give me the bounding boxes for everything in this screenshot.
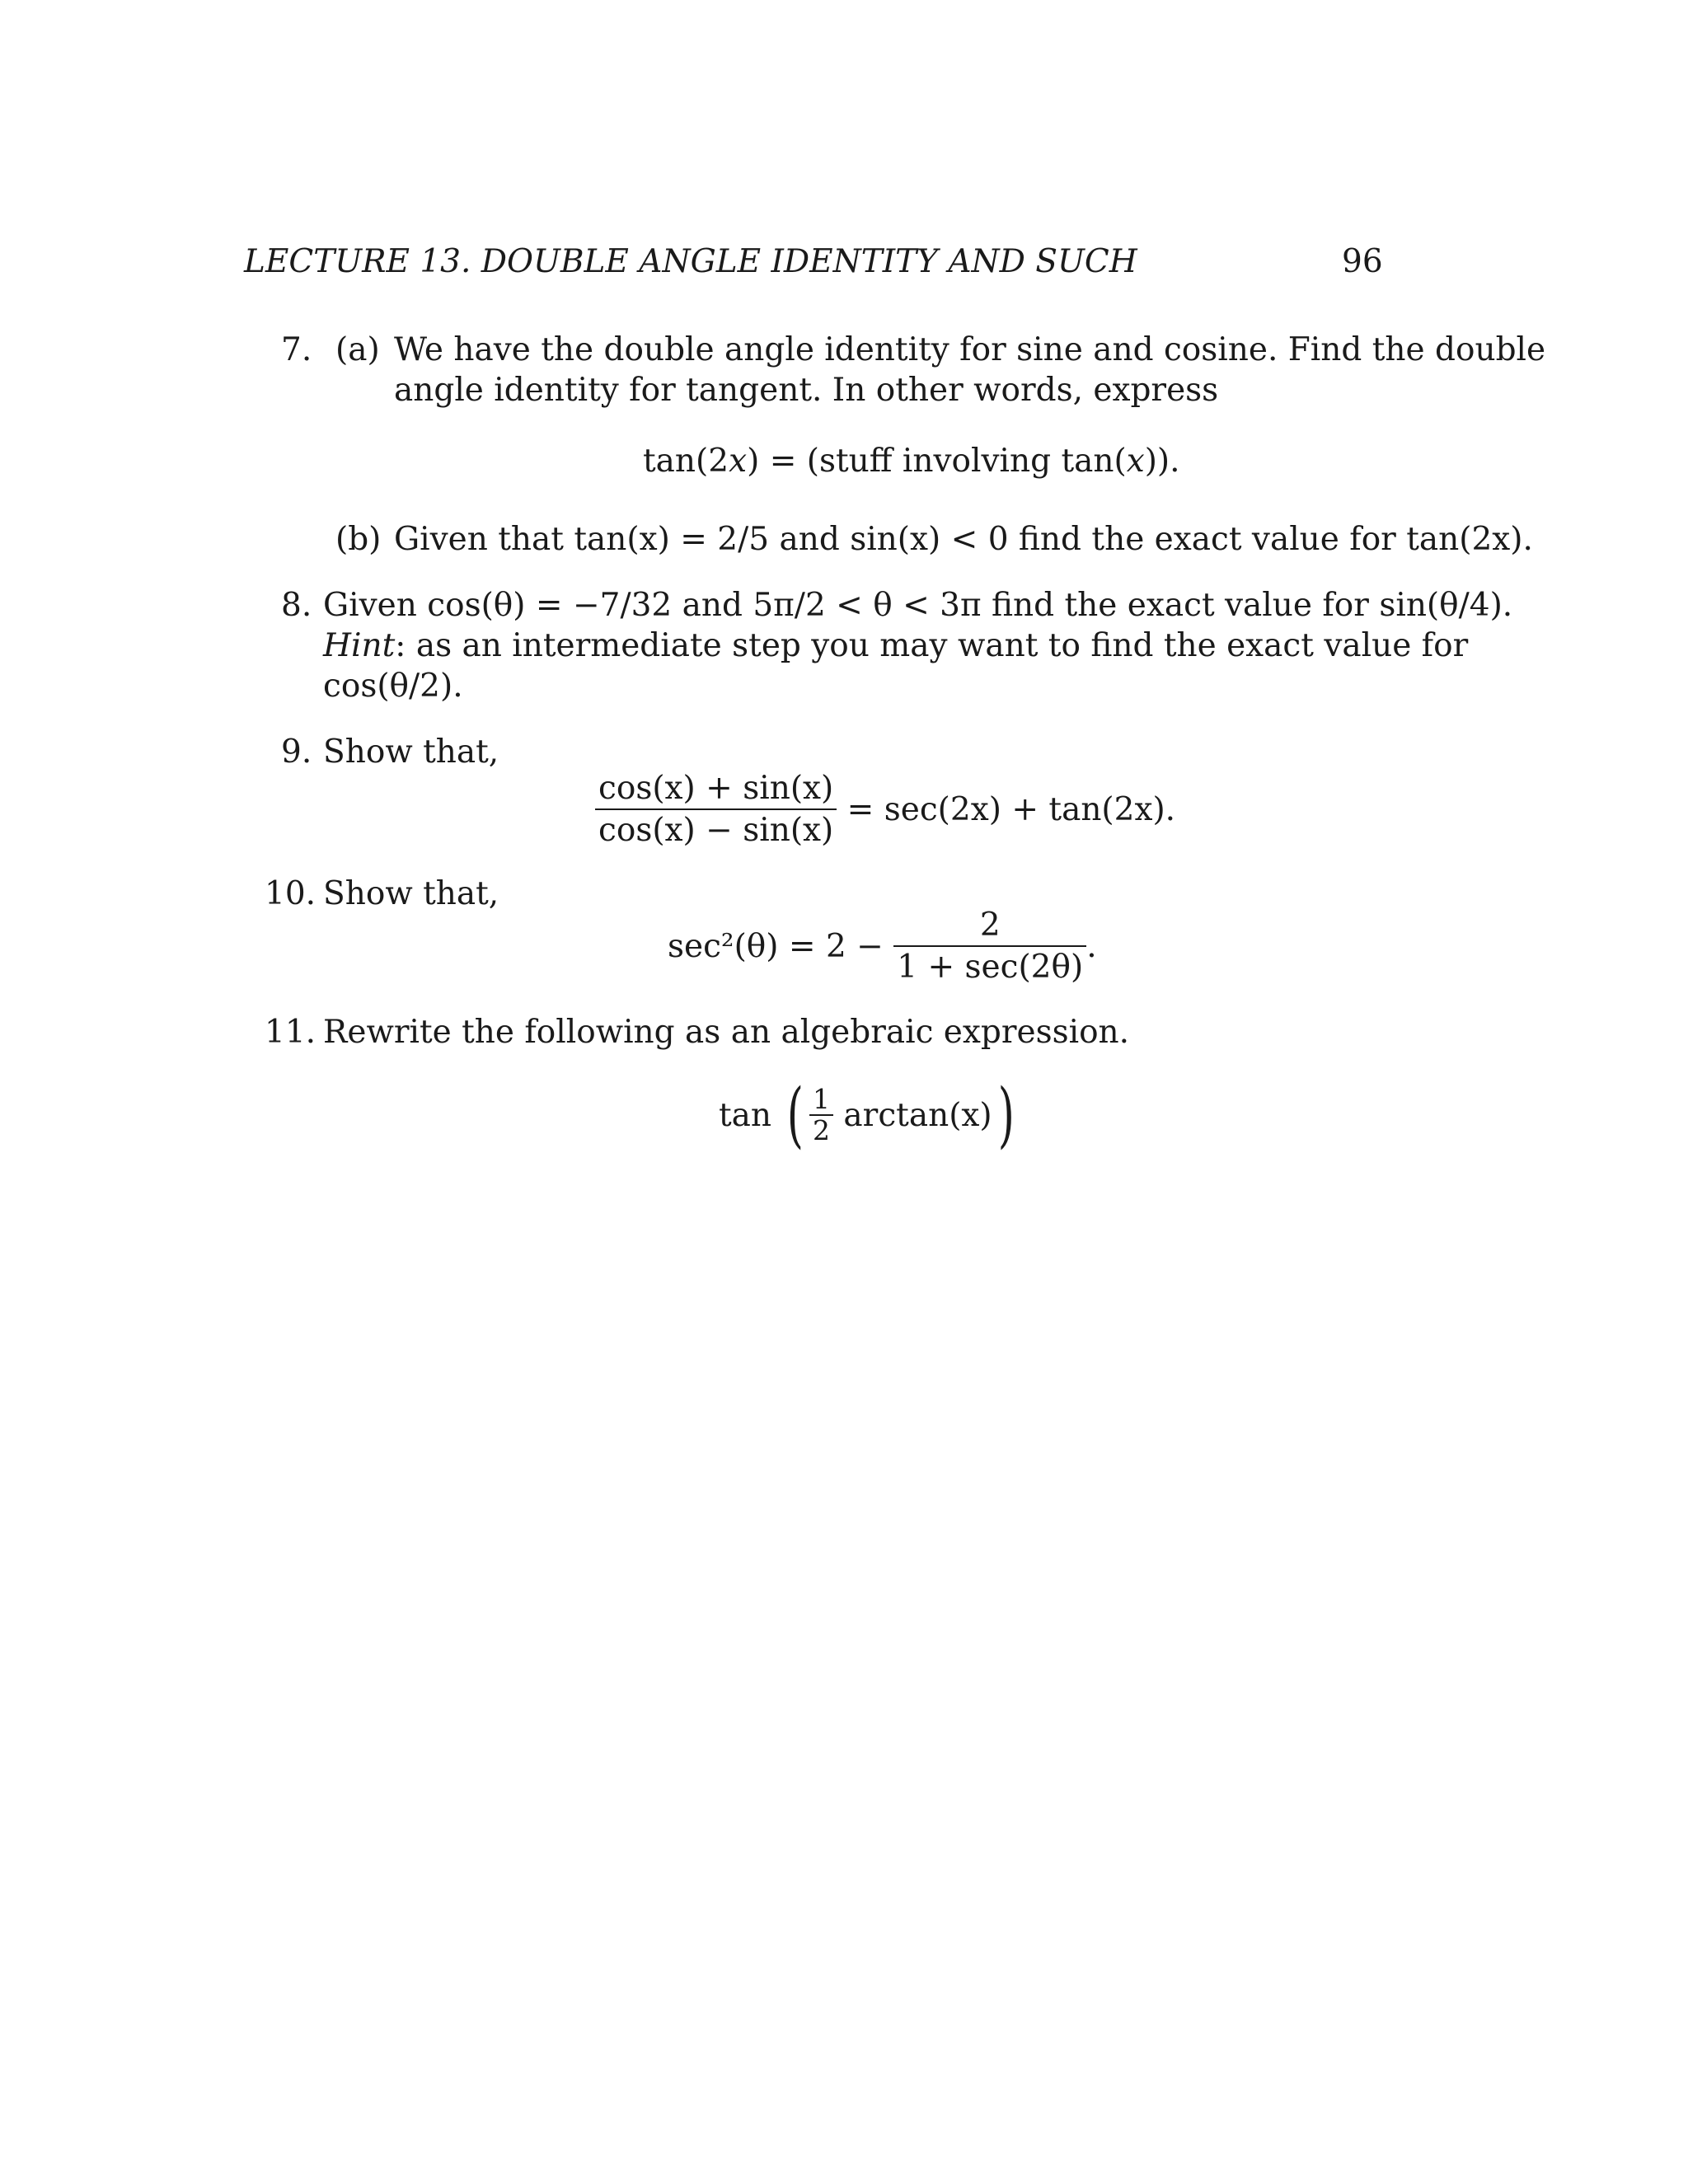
problem-7b-text: Given that tan(x) = 2/5 and sin(x) < 0 find the exact value for tan(2x). — [394, 521, 1533, 558]
problem-number-9: 9. — [281, 733, 312, 771]
problem-9-equation — [595, 768, 1175, 851]
fraction-9 — [595, 768, 837, 851]
eq-7a-rhs: ) = (stuff involving tan( — [747, 443, 1127, 480]
problem-7a-line2: angle identity for tangent. In other words, express — [394, 372, 1219, 409]
problem-7a-equation — [643, 441, 1180, 481]
problem-9-text: Show that, — [323, 733, 499, 771]
eq-7a-end: )). — [1144, 443, 1180, 480]
problem-10-equation — [668, 905, 1097, 987]
fraction-10-denominator: 1 + sec(2θ) — [897, 949, 1084, 986]
problem-7a-line1: We have the double angle identity for sine and cosine. Find the double — [394, 331, 1546, 368]
problem-number-10: 10. — [265, 875, 316, 912]
problem-11-expression — [719, 1074, 1020, 1156]
left-paren: ( — [787, 1074, 804, 1156]
eq-7a-var: x — [729, 443, 748, 480]
problem-10-end: . — [1086, 927, 1097, 965]
part-label-7b: (b) — [335, 521, 382, 558]
problem-10-lhs: sec²(θ) = 2 − — [668, 927, 884, 965]
problem-8-line2 — [323, 626, 1468, 666]
eq-7a-var2: x — [1126, 443, 1145, 480]
problem-11-fn: tan — [719, 1096, 772, 1134]
problem-11-arg: arctan(x) — [843, 1096, 992, 1134]
fraction-9-denominator: cos(x) − sin(x) — [598, 812, 834, 849]
problem-9-rhs: = sec(2x) + tan(2x). — [846, 790, 1176, 828]
hint-text: : as an intermediate step you may want to find the exact value for — [395, 627, 1469, 664]
fraction-10-numerator: 2 — [893, 905, 1086, 947]
running-header: LECTURE 13. DOUBLE ANGLE IDENTITY AND SUCH — [244, 243, 1137, 280]
problem-number-11: 11. — [265, 1014, 316, 1051]
eq-7a-lhs: tan(2 — [643, 443, 729, 480]
problem-11-text: Rewrite the following as an algebraic expression. — [323, 1014, 1130, 1051]
hint-label: Hint — [323, 627, 396, 664]
fraction-11-numerator: 1 — [809, 1085, 833, 1116]
page-number: 96 — [1342, 243, 1383, 280]
fraction-11-denominator: 2 — [813, 1114, 831, 1146]
fraction-11 — [809, 1085, 833, 1146]
problem-8-line1: Given cos(θ) = −7/32 and 5π/2 < θ < 3π find the exact value for sin(θ/4). — [323, 587, 1513, 624]
problem-number-8: 8. — [281, 587, 312, 624]
fraction-10 — [893, 905, 1086, 987]
part-label-7a: (a) — [335, 331, 380, 368]
problem-10-text: Show that, — [323, 875, 499, 912]
fraction-9-numerator: cos(x) + sin(x) — [595, 768, 837, 810]
problem-8-line3: cos(θ/2). — [323, 668, 463, 705]
problem-number-7: 7. — [281, 331, 312, 368]
right-paren: ) — [997, 1074, 1015, 1156]
